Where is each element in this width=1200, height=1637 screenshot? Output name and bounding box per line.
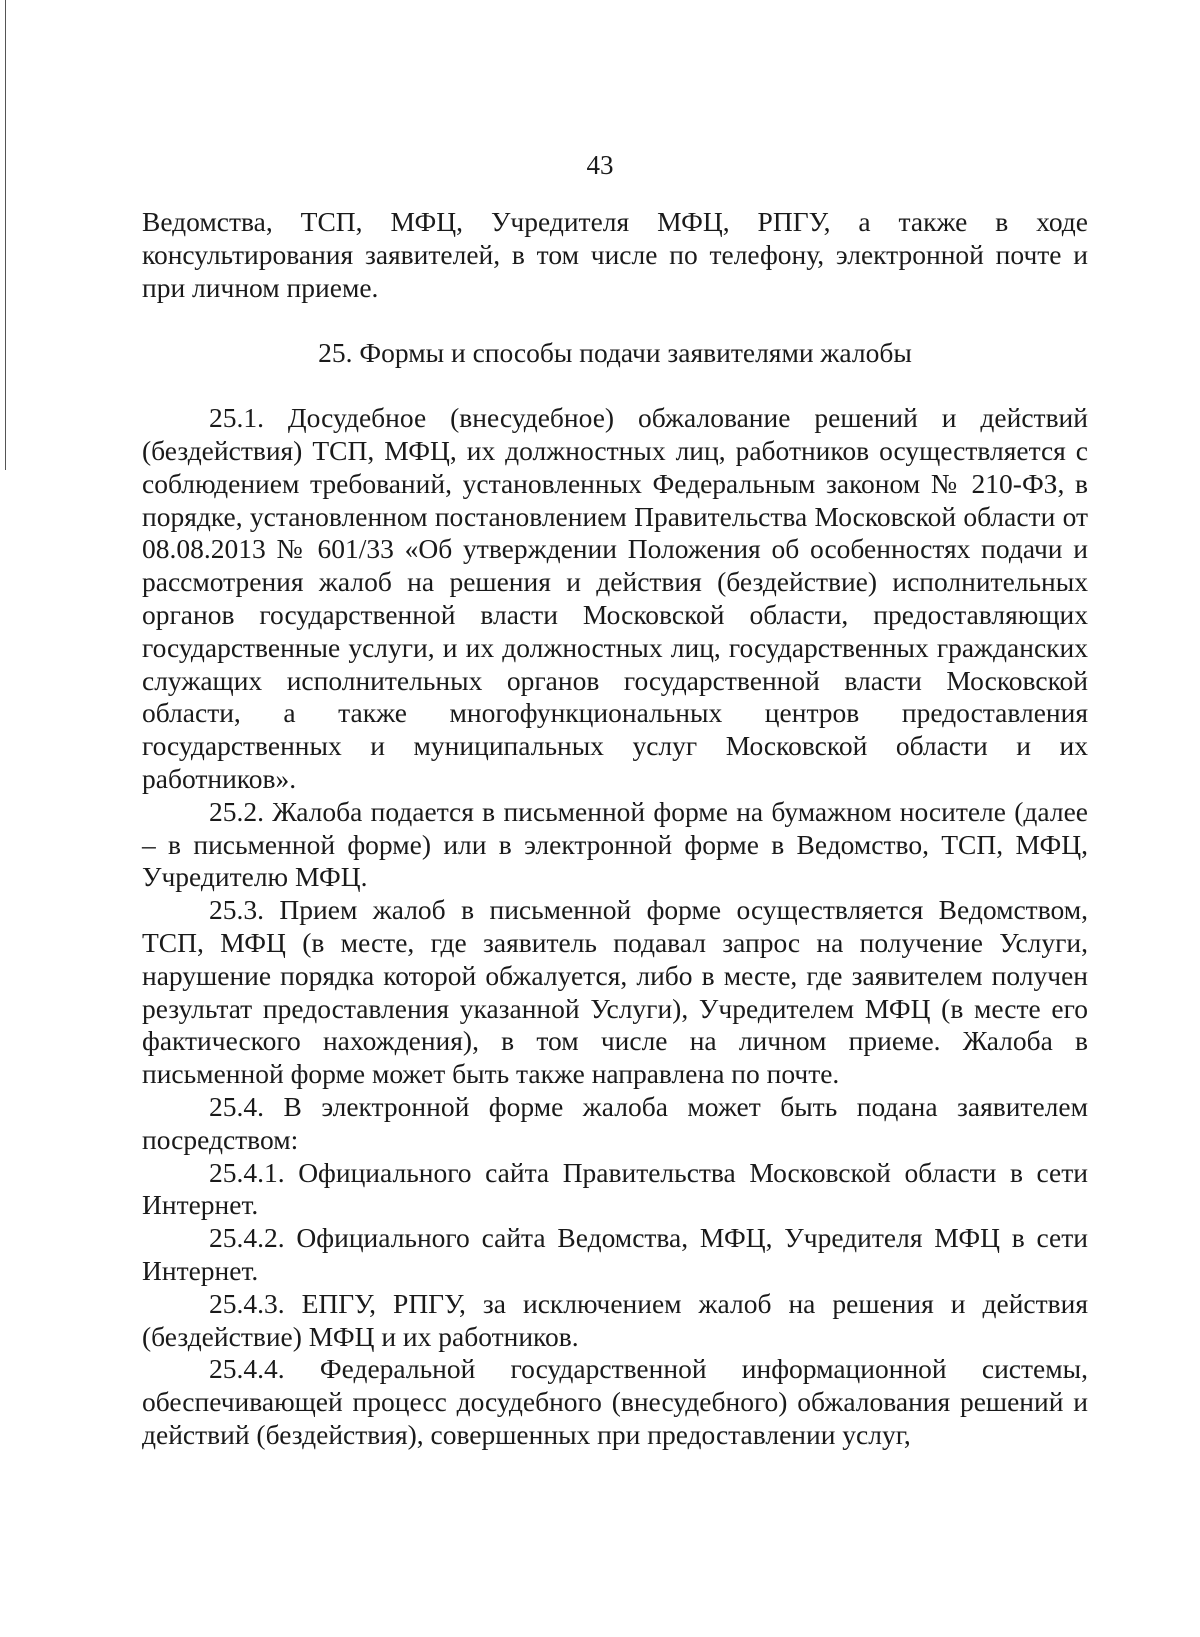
paragraph-25-1: 25.1. Досудебное (внесудебное) обжалование решений и действий (бездействия) ТСП, МФЦ, их должностных лиц, работников осуществляется с соблюдением требований, установленных Федеральным законом № 210-ФЗ, в порядке, установленном постановлением Правительства Московской области от 08.08.2013 № 601/33 «Об утверждении Положения об особенностях подачи и рассмотрения жалоб на решения и действия (бездействие) исполнительных органов государственной власти Московской области, предоставляющих государственные услуги, и их должностных лиц, государственных гражданских служащих исполнительных органов государственной власти Московской области, а также многофункциональных центров предоставления государственных и муниципальных услуг Московской области и их работников».: [142, 402, 1088, 794]
scan-edge-line: [5, 0, 6, 470]
paragraph-25-2: 25.2. Жалоба подается в письменной форме на бумажном носителе (далее – в письменной форме) или в электронной форме в Ведомство, ТСП, МФЦ, Учредителю МФЦ.: [142, 795, 1088, 893]
paragraph-25-4-2: 25.4.2. Официального сайта Ведомства, МФЦ, Учредителя МФЦ в сети Интернет.: [142, 1222, 1088, 1286]
paragraph-25-4: 25.4. В электронной форме жалоба может быть подана заявителем посредством:: [142, 1090, 1088, 1155]
paragraph-25-4-4: 25.4.4. Федеральной государственной информационной системы, обеспечивающей процесс досудебного (внесудебного) обжалования решений и действий (бездействия), совершенных при предоставлении услуг,: [142, 1353, 1088, 1450]
paragraph-25-4-1: 25.4.1. Официального сайта Правительства Московской области в сети Интернет.: [142, 1156, 1088, 1221]
intro-paragraph: Ведомства, ТСП, МФЦ, Учредителя МФЦ, РПГУ, а также в ходе консультирования заявителей, в том числе по телефону, электронной почте и при личном приеме.: [142, 206, 1088, 303]
paragraph-25-4-3: 25.4.3. ЕПГУ, РПГУ, за исключением жалоб на решения и действия (бездействие) МФЦ и их работников.: [142, 1287, 1088, 1352]
document-body: [142, 206, 1088, 1452]
paragraph-25-3: 25.3. Прием жалоб в письменной форме осуществляется Ведомством, ТСП, МФЦ (в месте, где заявитель подавал запрос на получение Услуги, нарушение порядка которой обжалуется, либо в месте, где заявителем получен результат предоставления указанной Услуги), Учредителем МФЦ (в месте его фактического нахождения), в том числе на личном приеме. Жалоба в письменной форме может быть также направлена по почте.: [142, 894, 1088, 1090]
section-heading: 25. Формы и способы подачи заявителями жалобы: [318, 337, 912, 369]
page-number: 43: [586, 150, 614, 180]
